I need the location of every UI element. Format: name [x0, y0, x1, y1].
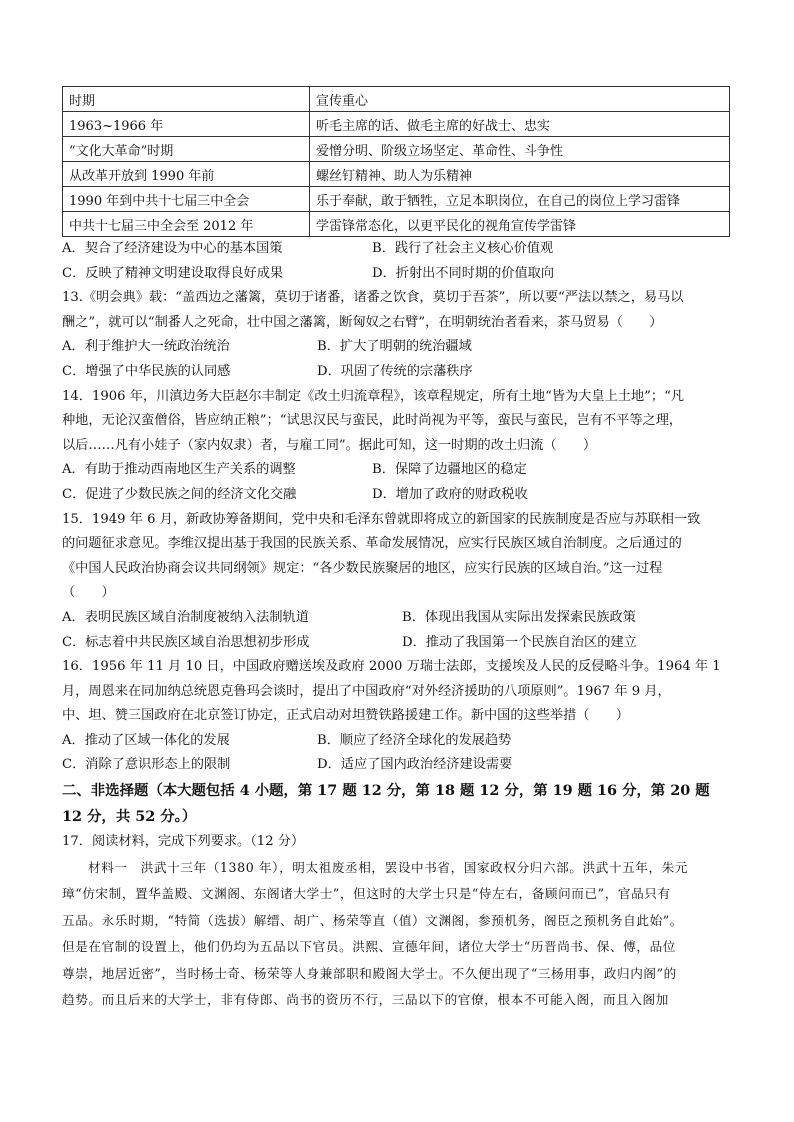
section-heading: 12 分，共 52 分。）	[62, 808, 197, 826]
q13-stem: 酬之”，就可以“制番人之死命，壮中国之藩篱，断匈奴之右臂”，在明朝统治者看来，茶马贸易（ ）	[62, 314, 663, 330]
q15-option-d: D．推动了我国第一个民族自治区的建立	[402, 634, 637, 650]
q14-option-d: D．增加了政府的财政税收	[372, 486, 528, 502]
q13-options-row	[62, 360, 732, 385]
q15-stem: 的问题征求意见。李维汉提出基于我国的民族关系、革命发展情况，应实行民族区域自治制度。之后通过的	[62, 536, 682, 552]
q14-stem: 种地，无论汉蛮僧俗，皆应纳正粮”；“试思汉民与蛮民，此时尚视为平等，蛮民与蛮民，岂有不平等之理，	[62, 413, 683, 429]
q13-option-c: C．增强了中华民族的认同感	[62, 363, 231, 379]
q12-options-row	[62, 262, 732, 287]
q16-stem: 中、坦、赞三国政府在北京签订协定，正式启动对坦赞铁路援建工作。新中国的这些举措（ ）	[62, 708, 630, 724]
table-cell-period: 1990 年到中共十七届三中全会	[63, 187, 310, 212]
table-cell-focus: 听毛主席的话、做毛主席的好战士、忠实	[310, 112, 730, 137]
q15-option-c: C．标志着中共民族区域自治思想初步形成	[62, 634, 310, 650]
table-cell-focus: 爱憎分明、阶级立场坚定、革命性、斗争性	[310, 137, 730, 162]
q12-option-a: A．契合了经济建设为中心的基本国策	[62, 241, 283, 256]
q14-option-b: B．保障了边疆地区的稳定	[372, 462, 527, 478]
q16-options-row	[62, 753, 732, 778]
table-cell-period: 中共十七届三中全会至 2012 年	[63, 212, 310, 237]
q15-stem: 《中国人民政治协商会议共同纲领》规定：“各少数民族聚居的地区，应实行民族的区域自治。”这一过程	[62, 560, 663, 576]
q12-option-c: C．反映了精神文明建设取得良好成果	[62, 265, 284, 281]
q15-stem: 15．1949 年 6 月，新政协筹备期间，党中央和毛泽东曾就即将成立的新国家的民族制度是否应与苏联相一致	[62, 511, 701, 527]
table-cell-focus: 螺丝钉精神、助人为乐精神	[310, 162, 730, 187]
q14-option-c: C．促进了少数民族之间的经济文化交融	[62, 486, 297, 502]
q13-option-d: D．巩固了传统的宗藩秩序	[317, 363, 473, 379]
q13-option-a: A．利于维护大一统政治统治	[62, 339, 230, 355]
q16-option-d: D．适应了国内政治经济建设需要	[317, 757, 513, 773]
table-row	[63, 162, 730, 187]
table-cell-focus: 乐于奉献，敢于牺牲，立足本职岗位，在自己的岗位上学习雷锋	[310, 187, 730, 212]
q15-stem: （ ）	[62, 585, 115, 601]
table-header-cell: 宣传重心	[310, 87, 730, 112]
table-row	[63, 187, 730, 212]
table-cell-focus: 学雷锋常态化，以更平民化的视角宣传学雷锋	[310, 212, 730, 237]
q14-options-row	[62, 458, 732, 483]
q14-stem: 14．1906 年，川滇边务大臣赵尔丰制定《改土归流章程》，该章程规定，所有土地“皆为大皇上土地”；“凡	[62, 388, 685, 404]
q16-options-row	[62, 729, 732, 754]
q16-option-a: A．推动了区域一体化的发展	[62, 732, 230, 748]
table-header-cell: 时期	[63, 87, 310, 112]
q16-option-b: B．顺应了经济全球化的发展趋势	[317, 732, 512, 748]
q17-material-line: 璋“仿宋制，置华盖殿、文渊阁、东阁诸大学士”，但这时的大学士只是“侍左右，备顾问而已”，官品只有	[62, 886, 671, 902]
q15-option-b: B．体现出我国从实际出发探索民族政策	[402, 609, 636, 625]
table-header-row	[63, 87, 730, 112]
table-row	[63, 137, 730, 162]
q17-title: 17．阅读材料，完成下列要求。（12 分）	[62, 834, 305, 850]
q14-option-a: A．有助于推动西南地区生产关系的调整	[62, 462, 296, 478]
q12-option-d: D．折射出不同时期的价值取向	[372, 265, 555, 281]
q17-material-line: 尊崇，地居近密”，当时杨士奇、杨荣等人身兼部职和殿阁大学士。不久便出现了“三杨用事，政归内阁”的	[62, 965, 677, 981]
q13-options-row	[62, 335, 732, 360]
q13-stem: 13.《明会典》载：“盖西边之藩篱，莫切于诸番，诸番之饮食，莫切于吾茶”，所以要“严法以禁之，易马以	[62, 290, 684, 306]
table-row	[63, 112, 730, 137]
q17-material-line: 五品。永乐时期，“特简（选拔）解缙、胡广、杨荣等直（值）文渊阁，参预机务，阁臣之预机务自此始”。	[62, 912, 683, 928]
q15-options-row	[62, 631, 732, 656]
table-cell-period: 1963~1966 年	[63, 112, 310, 137]
q16-option-c: C．消除了意识形态上的限制	[62, 757, 231, 773]
section-heading: 二、非选择题（本大题包括 4 小题，第 17 题 12 分，第 18 题 12 分，第 19 题 16 分，第 20 题	[62, 782, 710, 800]
table-cell-period: “文化大革命”时期	[63, 137, 310, 162]
q14-stem: 以后……凡有小娃子（家内奴隶）者，与雇工同”。据此可知，这一时期的改土归流（ ）	[62, 437, 597, 453]
q12-option-b: B．践行了社会主义核心价值观	[372, 241, 554, 256]
q14-options-row	[62, 483, 732, 508]
q17-material-line: 材料一 洪武十三年（1380 年），明太祖废丞相，罢设中书省，国家政权分归六部。洪武十五年，朱元	[88, 859, 689, 875]
q16-stem: 月，周恩来在同加纳总统恩克鲁玛会谈时，提出了中国政府“对外经济援助的八项原则”。1967 年 9 月，	[62, 683, 671, 699]
table-cell-period: 从改革开放到 1990 年前	[63, 162, 310, 187]
q13-option-b: B．扩大了明朝的统治疆域	[317, 339, 472, 355]
exam-page	[62, 86, 732, 1014]
q16-stem: 16．1956 年 11 月 10 日，中国政府赠送埃及政府 2000 万瑞士法郎，支援埃及人民的反侵略斗争。1964 年 1	[62, 659, 721, 675]
table-row	[63, 212, 730, 237]
q15-options-row	[62, 606, 732, 631]
q17-material-line: 但是在官制的设置上，他们仍均为五品以下官员。洪熙、宣德年间，诸位大学士“历晋尚书、保、傅，品位	[62, 939, 676, 955]
q12-options-row	[62, 237, 732, 262]
propaganda-table	[62, 86, 730, 237]
q17-material-line: 趋势。而且后来的大学士，非有侍郎、尚书的资历不行，三品以下的官僚，根本不可能入阁，而且入阁加	[62, 992, 669, 1008]
q15-option-a: A．表明民族区域自治制度被纳入法制轨道	[62, 609, 309, 625]
